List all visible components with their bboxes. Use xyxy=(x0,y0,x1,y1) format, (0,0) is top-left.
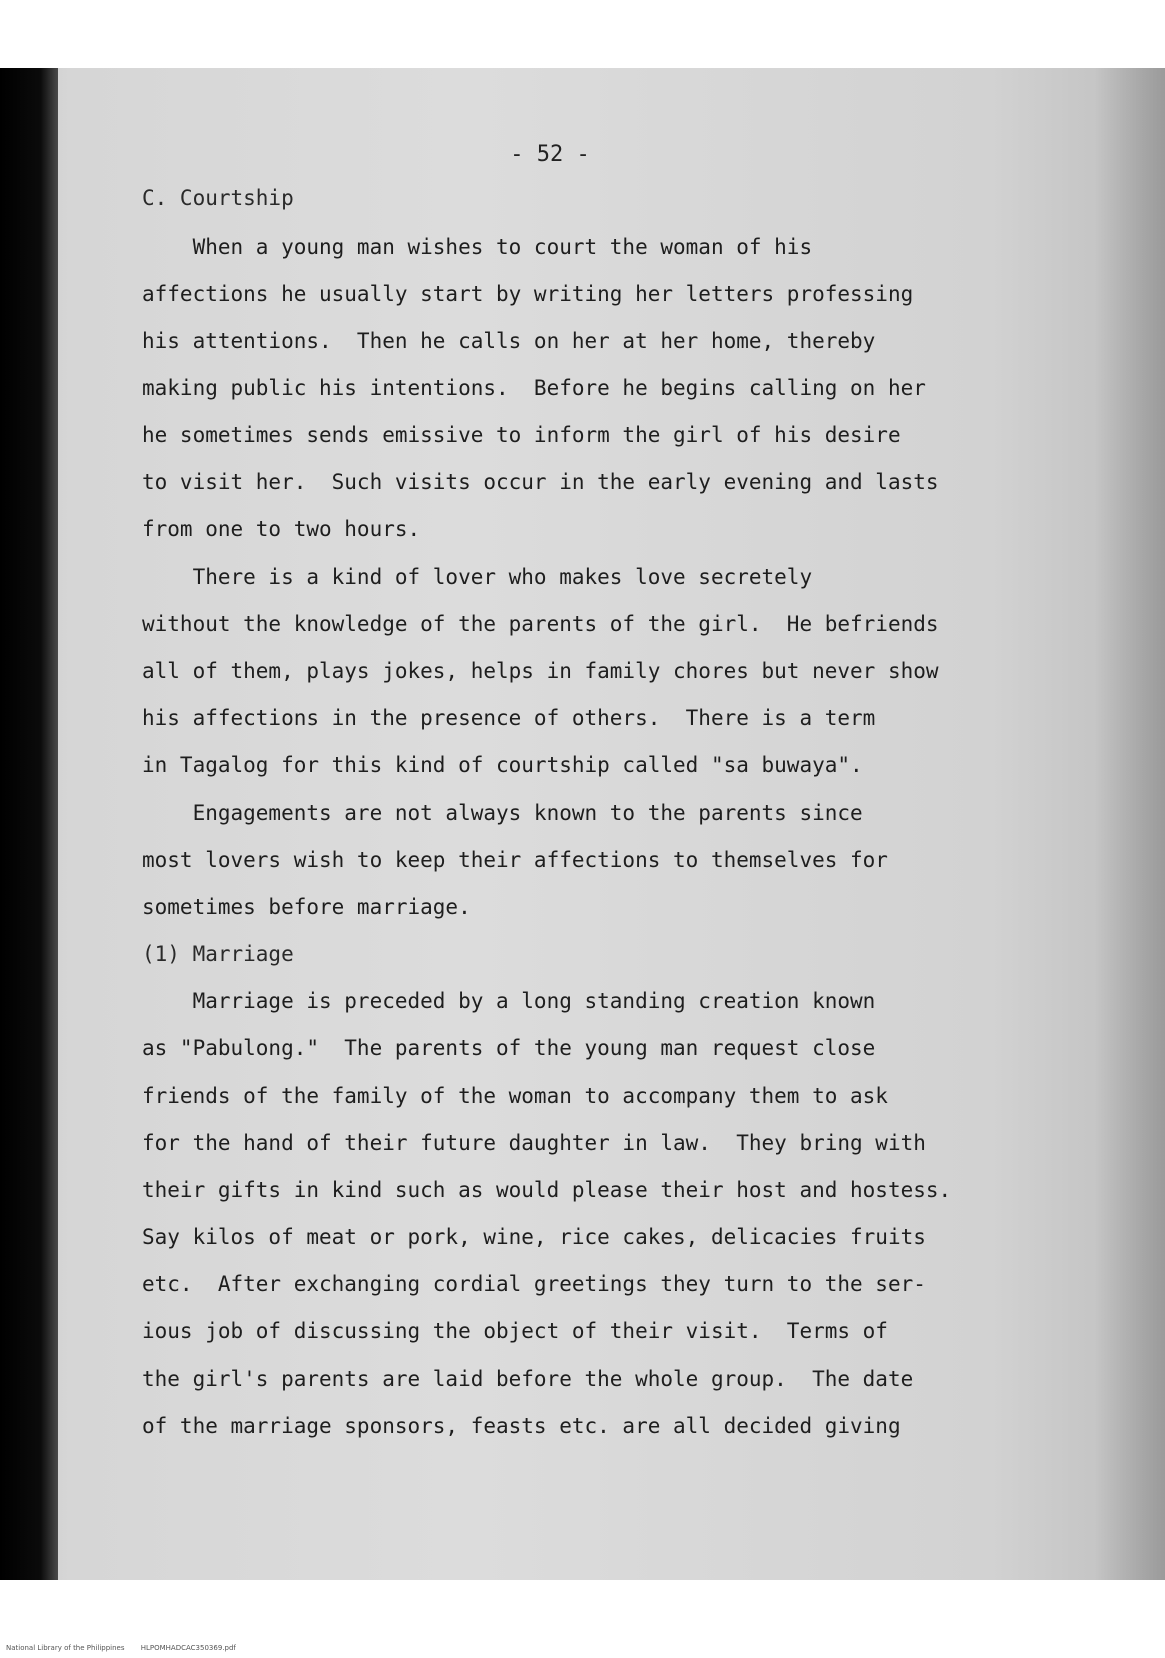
text-line: without the knowledge of the parents of the girl. He befriends xyxy=(142,612,939,636)
text-line: Marriage is preceded by a long standing creation known xyxy=(142,989,876,1013)
text-line: he sometimes sends emissive to inform the girl of his desire xyxy=(142,423,901,447)
text-line: their gifts in kind such as would please their host and hostess. xyxy=(142,1178,952,1202)
text-line: of the marriage sponsors, feasts etc. are all decided giving xyxy=(142,1414,901,1438)
text-line: There is a kind of lover who makes love secretely xyxy=(142,565,813,589)
footer-file: HLPOMHADCAC350369.pdf xyxy=(140,1644,236,1652)
footer-library: National Library of the Philippines xyxy=(6,1644,125,1652)
footer xyxy=(6,1644,250,1652)
page-shadow xyxy=(1095,68,1165,1580)
text-line: in Tagalog for this kind of courtship called "sa buwaya". xyxy=(142,753,863,777)
text-line: as "Pabulong." The parents of the young man request close xyxy=(142,1036,876,1060)
binding-edge xyxy=(0,68,58,1580)
text-line: etc. After exchanging cordial greetings they turn to the ser- xyxy=(142,1272,926,1296)
text-line: to visit her. Such visits occur in the early evening and lasts xyxy=(142,470,939,494)
section-heading: C. Courtship xyxy=(142,186,294,210)
subheading: (1) Marriage xyxy=(142,942,294,966)
text-line: the girl's parents are laid before the whole group. The date xyxy=(142,1367,914,1391)
text-line: friends of the family of the woman to accompany them to ask xyxy=(142,1084,888,1108)
text-line: Say kilos of meat or pork, wine, rice cakes, delicacies fruits xyxy=(142,1225,926,1249)
scanned-page xyxy=(0,68,1165,1580)
text-line: Engagements are not always known to the parents since xyxy=(142,801,863,825)
text-line: sometimes before marriage. xyxy=(142,895,471,919)
text-line: his affections in the presence of others. There is a term xyxy=(142,706,876,730)
text-line: for the hand of their future daughter in law. They bring with xyxy=(142,1131,926,1155)
text-line: most lovers wish to keep their affections to themselves for xyxy=(142,848,888,872)
text-line: making public his intentions. Before he begins calling on her xyxy=(142,376,926,400)
text-line: ious job of discussing the object of their visit. Terms of xyxy=(142,1319,888,1343)
text-line: When a young man wishes to court the woman of his xyxy=(142,235,813,259)
text-line: his attentions. Then he calls on her at her home, thereby xyxy=(142,329,876,353)
text-line: all of them, plays jokes, helps in family chores but never show xyxy=(142,659,939,683)
text-line: from one to two hours. xyxy=(142,517,421,541)
text-line: affections he usually start by writing her letters professing xyxy=(142,282,914,306)
page-number: - 52 - xyxy=(510,142,590,167)
